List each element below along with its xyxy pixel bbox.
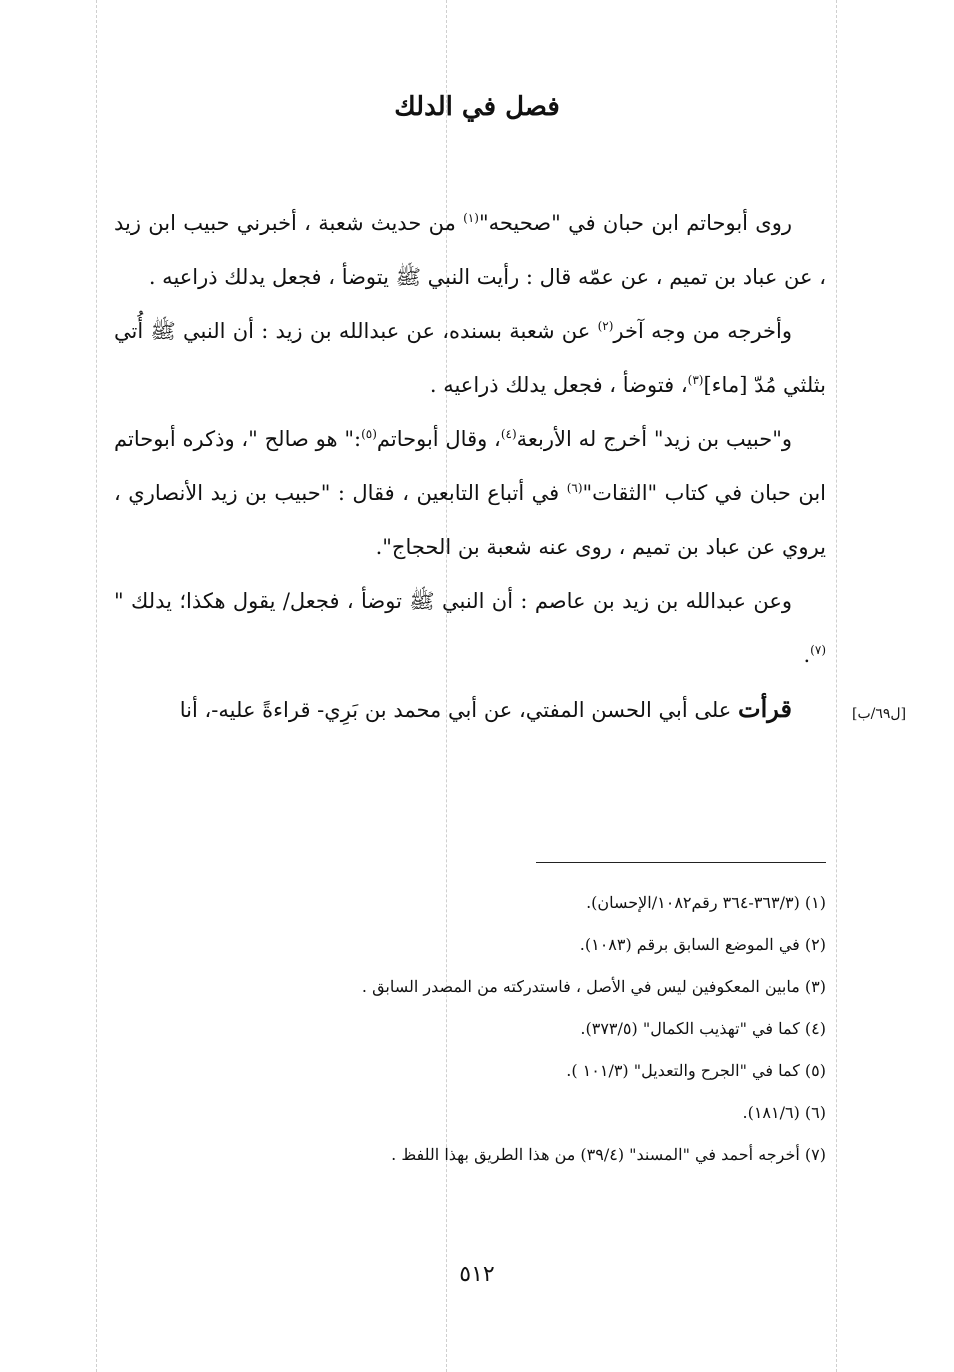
scan-artifact-line xyxy=(836,0,837,1372)
text-run: وعن عبدالله بن زيد بن عاصم : أن النبي ﷺ توضأ ، فجعل/ يقول هكذا؛ يدلك " xyxy=(114,589,792,613)
page-number: ٥١٢ xyxy=(459,1262,495,1287)
text-run: و"حبيب بن زيد" أخرج له الأربعة xyxy=(516,427,792,451)
footnote-item: (٥) كما في "الجرح والتعديل" (١٠١/٣ ). xyxy=(566,1061,826,1080)
footnotes-list xyxy=(114,882,826,1176)
footnote-item: (٦) (١٨١/٦). xyxy=(742,1103,826,1122)
text-run: وأخرجه من وجه آخر xyxy=(613,319,792,343)
text-run: على أبي الحسن المفتي، عن أبي محمد بن بَرِي- قراءةً عليه-، أنا xyxy=(179,698,739,722)
lead-word: قرأت xyxy=(738,694,792,723)
footnote-item: (٧) أخرجه أحمد في "المسند" (٣٩/٤) من هذا الطريق بهذا اللفظ . xyxy=(391,1145,826,1164)
text-run: ، وقال أبوحاتم xyxy=(376,427,501,451)
main-text xyxy=(114,196,826,737)
footnote-separator xyxy=(536,862,826,863)
footnote-item: (٣) مابين المعكوفين ليس في الأصل ، فاستدركته من المصدر السابق . xyxy=(361,977,826,996)
footnote-ref: (٧) xyxy=(810,643,826,657)
text-run: روى أبوحاتم ابن حبان في "صحيحه" xyxy=(478,211,792,235)
section-title: فصل في الدلك xyxy=(394,92,560,122)
footnote-ref: (٦) xyxy=(566,481,583,495)
paragraph-5 xyxy=(114,682,826,737)
paragraph-1 xyxy=(114,196,826,304)
footnote-item: (٤) كما في "تهذيب الكمال" (٣٧٣/٥). xyxy=(580,1019,826,1038)
paragraph-4 xyxy=(114,574,826,682)
footnote-ref: (٣) xyxy=(687,373,704,387)
footnote-item: (١) (٣٦٣/٣-٣٦٤ رقم١٠٨٢/الإحسان). xyxy=(586,893,826,912)
text-run: من حديث شعبة ، أخبرني حبيب ابن زيد ، عن عباد بن تميم ، عن عمّه قال : رأيت النبي ﷺ يتوضأ ، فجعل يدلك ذراعيه . xyxy=(114,211,826,289)
footnote-ref: (٢) xyxy=(597,319,614,333)
footnote-ref: (٤) xyxy=(500,427,517,441)
text-run: في أتباع التابعين ، فقال : "حبيب بن زيد الأنصاري ، يروي عن عباد بن تميم ، روى عنه شعبة بن الحجاج". xyxy=(114,481,826,559)
text-run: . xyxy=(803,643,811,667)
text-run: :" هو صالح "، وذكره أبوحاتم ابن حبان في كتاب "الثقات" xyxy=(114,427,826,505)
text-run: عن شعبة بسنده، عن عبدالله بن زيد : أن النبي ﷺ أُتي بثلثي مُدّ [ماء] xyxy=(114,319,826,397)
scan-artifact-line xyxy=(96,0,97,1372)
footnote-ref: (١) xyxy=(463,211,479,225)
paragraph-3 xyxy=(114,412,826,574)
footnote-ref: (٥) xyxy=(361,427,377,441)
paragraph-2 xyxy=(114,304,826,412)
footnote-item: (٢) في الموضع السابق برقم (١٠٨٣). xyxy=(579,935,826,954)
manuscript-folio-note: [ل٦٩/ب] xyxy=(852,706,907,722)
text-run: ، فتوضأ ، فجعل يدلك ذراعيه . xyxy=(429,373,688,397)
